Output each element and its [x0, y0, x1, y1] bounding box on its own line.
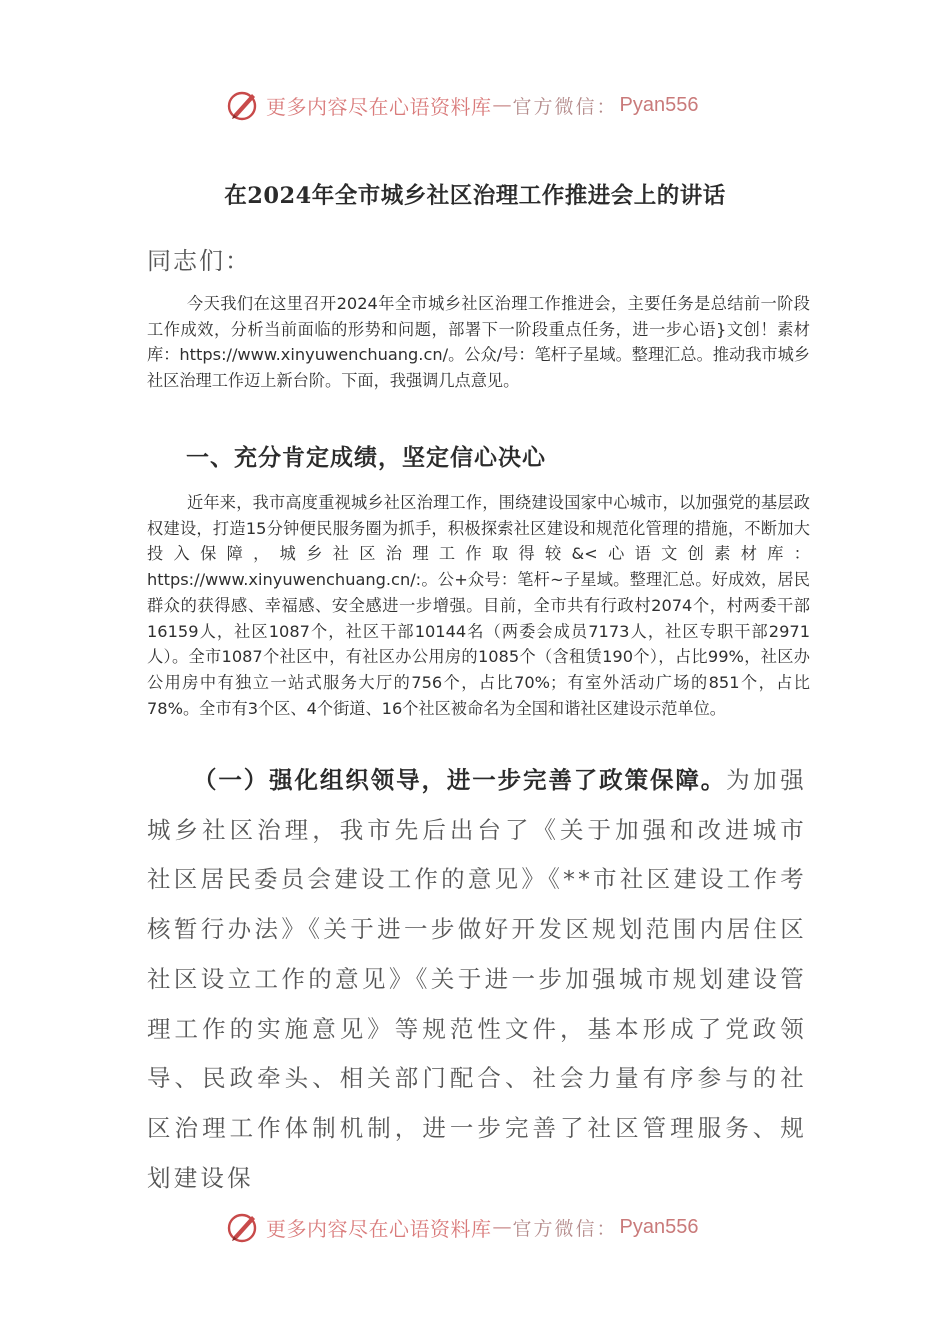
pen-logo-icon [226, 1210, 260, 1244]
achievements-paragraph: 近年来，我市高度重视城乡社区治理工作，围绕建设国家中心城市，以加强党的基层政权建设，打造15分钟便民服务圈为抓手，积极探索社区建设和规范化管理的措施，不断加大投入保障，城乡社区治理工作取得较&<心语文创素材库：https://www.xinyuwenchuang.cn/:。公+众号：笔杆~子星域。整理汇总。好成效，居民群众的获得感、幸福感、安全感进一步增强。目前，全市共有行政村2074个，村两委干部16159人，社区1087个，社区干部10144名（两委会成员7173人，社区专职干部2971人）。全市1087个社区中，有社区办公用房的1085个（含租赁190个），占比99%，社区办公用房中有独立一站式服务大厅的756个，占比70%；有室外活动广场的851个，占比78%。全市有3个区、4个街道、16个社区被命名为全国和谐社区建设示范单位。 [147, 493, 810, 718]
subsection-paragraph [147, 756, 807, 1203]
watermark-banner-top [226, 88, 698, 122]
intro-paragraph: 今天我们在这里召开2024年全市城乡社区治理工作推进会，主要任务是总结前一阶段工作成效，分析当前面临的形势和问题，部署下一阶段重点任务，进一步心语}文创！素材库：https://www.xinyuwenchuang.cn/。公众/号：笔杆子星域。整理汇总。推动我市城乡社区治理工作迈上新台阶。下面，我强调几点意见。 [147, 294, 810, 391]
banner-text: 更多内容尽在心语资料库 [266, 1216, 492, 1241]
document-title: 在2024年全市城乡社区治理工作推进会上的讲话 [224, 183, 726, 209]
banner-wechat-id: Pyan556 [619, 93, 699, 116]
salutation: 同志们： [147, 247, 251, 275]
subsection-body: 为加强城乡社区治理，我市先后出台了《关于加强和改进城市社区居民委员会建设工作的意见》《**市社区建设工作考核暂行办法》《关于进一步做好开发区规划范围内居住区社区设立工作的意见》《关于进一步加强城市规划建设管理工作的实施意见》等规范性文件，基本形成了党政领导、民政牵头、相关部门配合、社会力量有序参与的社区治理工作体制机制，进一步完善了社区管理服务、规划建设保 [147, 766, 807, 1192]
watermark-banner-bottom [226, 1210, 698, 1244]
banner-subtext: 官方微信： [512, 95, 618, 118]
banner-text: 更多内容尽在心语资料库 [266, 94, 492, 119]
banner-wechat-id: Pyan556 [619, 1215, 699, 1238]
banner-separator: — [492, 94, 512, 116]
subsection-lead: （一）强化组织领导，进一步完善了政策保障。 [193, 766, 727, 794]
banner-separator: — [492, 1216, 512, 1238]
section-heading: 一、充分肯定成绩，坚定信心决心 [186, 444, 546, 471]
pen-logo-icon [226, 88, 260, 122]
banner-subtext: 官方微信： [512, 1217, 618, 1240]
